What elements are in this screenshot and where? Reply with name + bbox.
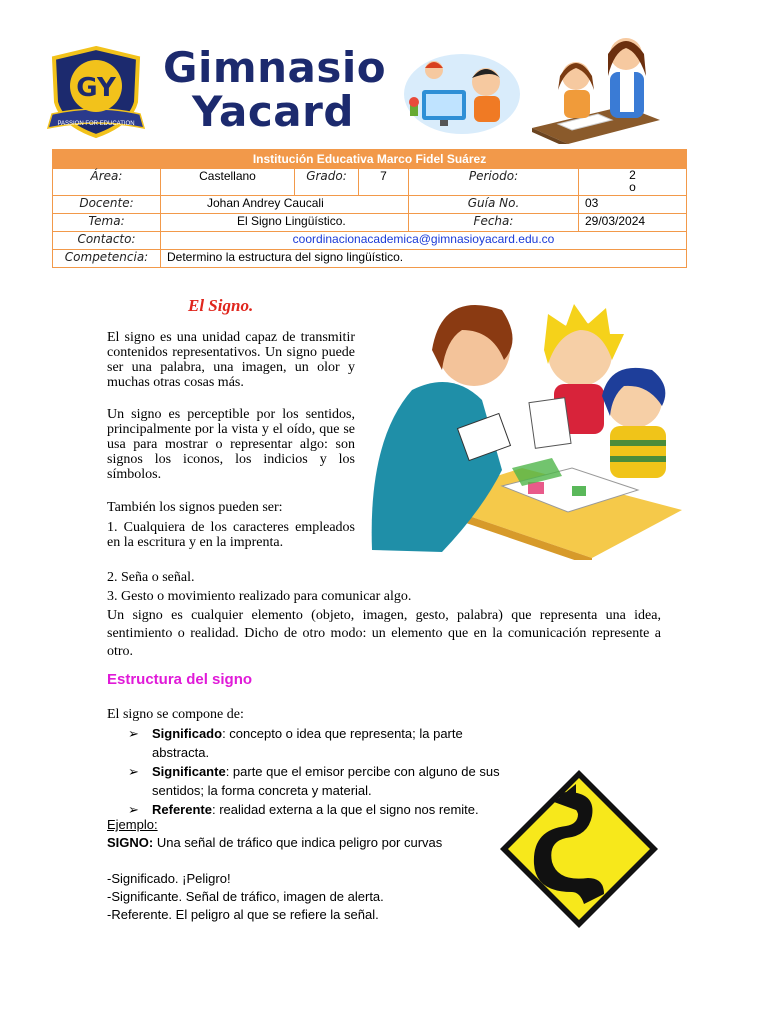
logo-letters: GY — [76, 73, 116, 103]
paragraph-perceptible: Un signo es perceptible por los sentidos, principalmente por la vista y el oído, que se usa para mostrar o representar algo: son signos los iconos, los indicios y los símbolos. — [107, 407, 355, 482]
contacto-cell — [161, 232, 687, 250]
info-table — [52, 149, 687, 268]
tema-label: Tema: — [53, 214, 161, 232]
competencia-label: Competencia: — [53, 250, 161, 268]
example-referente: -Referente. El peligro al que se refiere la señal. — [107, 907, 379, 922]
desc-significante: : parte que el emisor percibe con alguno de sus sentidos; la forma concreta y material. — [152, 764, 500, 798]
signo-term: SIGNO: — [107, 835, 154, 850]
logo-motto: PASSION FOR EDUCATION — [57, 121, 135, 127]
list-item-2: 2. Seña o señal. — [107, 570, 195, 585]
grado-label: Grado: — [295, 169, 359, 196]
periodo-label: Periodo: — [409, 169, 579, 196]
guia-value: 03 — [579, 196, 687, 214]
school-name-line2: Yacard — [192, 87, 354, 136]
docente-value: Johan Andrey Caucali — [161, 196, 409, 214]
periodo-suffix: o — [629, 180, 636, 194]
fecha-label: Fecha: — [409, 214, 579, 232]
signo-text: Una señal de tráfico que indica peligro por curvas — [153, 835, 443, 850]
section-title-signo: El Signo. — [188, 296, 254, 315]
example-significante: -Significante. Señal de tráfico, imagen de alerta. — [107, 889, 384, 904]
header-illustration-teacher-student — [528, 32, 664, 144]
paragraph-definition: El signo es una unidad capaz de transmitir contenidos representativos. Un signo puede ser una palabra, una imagen, un olor y muchas otras cosas más. — [107, 330, 355, 390]
arrow-bullet-icon: ➢ — [128, 726, 139, 741]
section-title-estructura: Estructura del signo — [107, 671, 253, 688]
desc-significado: : concepto o idea que representa; la parte abstracta. — [152, 726, 463, 760]
list-item-3: 3. Gesto o movimiento realizado para comunicar algo. — [107, 589, 412, 604]
arrow-bullet-icon: ➢ — [128, 764, 139, 779]
teacher-children-illustration — [362, 290, 688, 560]
list-item-referente — [128, 800, 482, 819]
desc-referente: : realidad externa a la que el signo nos remite. — [211, 802, 479, 817]
periodo-cell — [579, 169, 687, 196]
fecha-value: 29/03/2024 — [579, 214, 687, 232]
paragraph-compose: El signo se compone de: — [107, 707, 244, 722]
paragraph-summary: Un signo es cualquier elemento (objeto, imagen, gesto, palabra) que representa una idea, sentimiento o realidad. Dicho de otro modo: un elemento que en la comunicación represente a otro. — [107, 608, 661, 659]
example-label: Ejemplo: — [107, 817, 158, 832]
term-significante: Significante — [152, 764, 226, 779]
guia-label: Guía No. — [409, 196, 579, 214]
header-illustration-computer-kids — [400, 44, 524, 136]
contacto-label: Contacto: — [53, 232, 161, 250]
arrow-bullet-icon: ➢ — [128, 802, 139, 817]
term-significado: Significado — [152, 726, 223, 741]
example-signo — [107, 834, 467, 852]
competencia-value: Determino la estructura del signo lingüístico. — [161, 250, 687, 268]
institution-header: Institución Educativa Marco Fidel Suárez — [53, 150, 687, 169]
curves-warning-sign-icon — [496, 766, 662, 932]
paragraph-types-intro: También los signos pueden ser: — [107, 500, 283, 515]
tema-value: El Signo Lingüístico. — [161, 214, 409, 232]
list-item-significado — [128, 724, 508, 762]
school-name-line1: Gimnasio — [163, 43, 387, 92]
periodo-value: 2 — [629, 168, 636, 182]
area-label: Área: — [53, 169, 161, 196]
term-referente: Referente — [152, 802, 212, 817]
school-logo-shield — [44, 44, 148, 140]
area-value: Castellano — [161, 169, 295, 196]
docente-label: Docente: — [53, 196, 161, 214]
list-item-1: 1. Cualquiera de los caracteres empleados en la escritura y en la imprenta. — [107, 520, 355, 550]
example-significado: -Significado. ¡Peligro! — [107, 871, 231, 886]
list-item-significante — [128, 762, 508, 800]
contact-email-link[interactable]: coordinacionacademica@gimnasioyacard.edu.co — [292, 232, 555, 246]
grado-value: 7 — [359, 169, 409, 196]
structure-list — [128, 724, 508, 819]
